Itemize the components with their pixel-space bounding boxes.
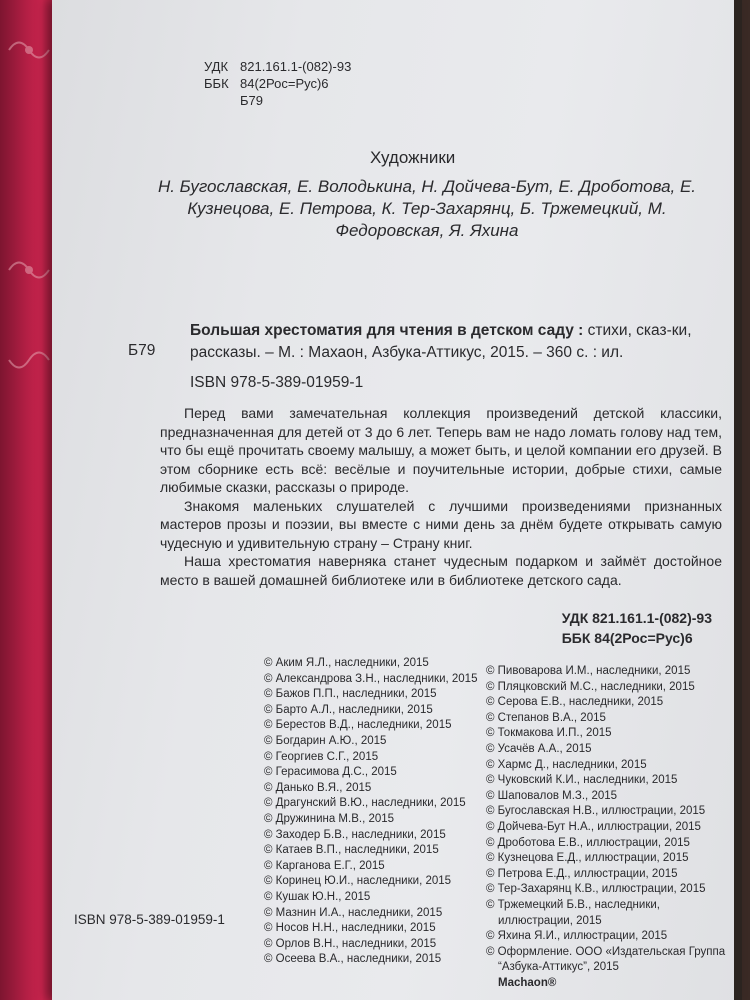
copyright-line: © Хармс Д., наследники, 2015	[486, 758, 647, 771]
copyright-line: © Степанов В.А., 2015	[486, 711, 606, 724]
copyright-line: © Осеева В.А., наследники, 2015	[264, 953, 442, 966]
ornament-icon	[4, 250, 54, 290]
artists-list: Н. Бугославская, Е. Володькина, Н. Дойчева-Бут, Е. Дроботова, Е. Кузнецова, Е. Петрова, К. Тер-Захарянц, Б. Тржемецкий, М. Федоровская, Я. Яхина	[157, 177, 697, 240]
copyright-line: © Георгиев С.Г., 2015	[264, 750, 379, 763]
copyright-line: иллюстрации, 2015	[498, 914, 602, 927]
book-title: Большая хрестоматия для чтения в детском саду :	[190, 322, 584, 339]
copyright-line: © Чуковский К.И., наследники, 2015	[486, 774, 678, 787]
udk-label: УДК	[204, 59, 229, 74]
copyright-line: © Катаев В.П., наследники, 2015	[264, 844, 439, 857]
isbn-bottom: ISBN 978-5-389-01959-1	[74, 912, 225, 927]
copyright-line: © Драгунский В.Ю., наследники, 2015	[264, 797, 466, 810]
copyright-line: © Аким Я.Л., наследники, 2015	[264, 657, 429, 669]
annotation	[160, 404, 722, 589]
copyright-line: © Коринец Ю.И., наследники, 2015	[264, 875, 452, 888]
copyright-line: © Карганова Е.Г., 2015	[264, 859, 385, 872]
copyrights-left	[264, 656, 477, 968]
isbn-line: ISBN 978-5-389-01959-1	[190, 374, 364, 391]
copyright-line: © Кушак Ю.Н., 2015	[264, 890, 371, 903]
copyright-line: © Тер-Захарянц К.В., иллюстрации, 2015	[486, 883, 706, 896]
copyright-line: © Дойчева-Бут Н.А., иллюстрации, 2015	[486, 820, 701, 833]
copyright-line: © Пляцковский М.С., наследники, 2015	[486, 680, 695, 693]
book-cover-edge	[0, 0, 60, 1000]
bbk-value: 84(2Рос=Рус)6	[240, 76, 329, 91]
book-page	[52, 0, 742, 1000]
publisher-brand: Machaon®	[498, 976, 557, 989]
copyright-line: © Усачёв А.А., 2015	[486, 742, 592, 755]
annotation-paragraph: Перед вами замечательная коллекция произведений детской классики, предназначенная для детей от 3 до 6 лет. Теперь вам не надо ломать голову над тем, что бы ещё прочитать своему малышу, а может быть, и целой компании его друзей. В этом сборнике есть всё: весёлые и поучительные истории, добрые стихи, самые любимые сказки, рассказы о природе.	[160, 405, 722, 495]
copyright-line: © Александрова З.Н., наследники, 2015	[264, 672, 478, 685]
ornament-icon	[4, 340, 54, 380]
author-code: Б79	[240, 93, 263, 108]
copyright-line: © Заходер Б.В., наследники, 2015	[264, 828, 446, 841]
page-shadow	[734, 0, 742, 1000]
bibliography-entry	[190, 320, 700, 364]
artists-title: Художники	[370, 148, 456, 167]
bibliography-code: Б79	[128, 342, 156, 359]
copyright-line: © Тржемецкий Б.В., наследники,	[486, 898, 660, 911]
copyright-line: © Оформление. ООО «Издательская Группа	[486, 945, 726, 958]
udk-bottom-block	[562, 608, 712, 648]
copyright-line: © Токмакова И.П., 2015	[486, 727, 612, 740]
copyright-line: © Пивоварова И.М., наследники, 2015	[486, 665, 691, 677]
udk-bottom: УДК 821.161.1-(082)-93	[561, 610, 712, 626]
copyright-line: © Петрова Е.Д., иллюстрации, 2015	[486, 867, 678, 880]
bbk-label: ББК	[204, 76, 229, 91]
copyright-line: “Азбука-Аттикус”, 2015	[498, 961, 619, 974]
copyright-line: © Шаповалов М.З., 2015	[486, 789, 618, 802]
bibliography-rest: стихи, сказ-ки, рассказы. – М. : Махаон, Азбука-Аттикус, 2015. – 360 с. : ил.	[190, 322, 692, 361]
copyright-line: © Герасимова Д.С., 2015	[264, 766, 397, 779]
copyright-line: © Барто А.Л., наследники, 2015	[264, 703, 433, 716]
copyright-line: © Орлов В.Н., наследники, 2015	[264, 937, 437, 950]
copyright-line: © Дроботова Е.В., иллюстрации, 2015	[486, 836, 690, 849]
copyrights-right	[486, 664, 725, 991]
copyright-line: © Бажов П.П., наследники, 2015	[264, 688, 437, 701]
annotation-paragraph: Знакомя маленьких слушателей с лучшими произведениями признанных мастеров прозы и поэзии, вы вместе с ними день за днём будете открывать самую чудесную и удивительную страну – Страну книг.	[160, 497, 722, 551]
copyright-line: © Дружинина М.В., 2015	[264, 812, 395, 825]
copyright-line: © Богдарин А.Ю., 2015	[264, 734, 387, 747]
copyright-line: © Берестов В.Д., наследники, 2015	[264, 719, 452, 732]
bbk-bottom: ББК 84(2Рос=Рус)6	[561, 630, 693, 646]
annotation-paragraph: Наша хрестоматия наверняка станет чудесным подарком и займёт достойное место в вашей домашней библиотеке или в библиотеке детского сада.	[160, 553, 722, 588]
udk-top-block	[204, 58, 351, 109]
copyright-line: © Данько В.Я., 2015	[264, 781, 372, 794]
copyright-line: © Бугославская Н.В., иллюстрации, 2015	[486, 805, 706, 818]
copyright-line: © Носов Н.Н., наследники, 2015	[264, 922, 436, 935]
udk-value: 821.161.1-(082)-93	[240, 59, 352, 74]
copyright-line: © Серова Е.В., наследники, 2015	[486, 696, 664, 709]
copyright-line: © Яхина Я.И., иллюстрации, 2015	[486, 930, 668, 943]
copyright-line: © Мазнин И.А., наследники, 2015	[264, 906, 443, 919]
copyright-line: © Кузнецова Е.Д., иллюстрации, 2015	[486, 852, 689, 865]
ornament-icon	[4, 30, 54, 70]
